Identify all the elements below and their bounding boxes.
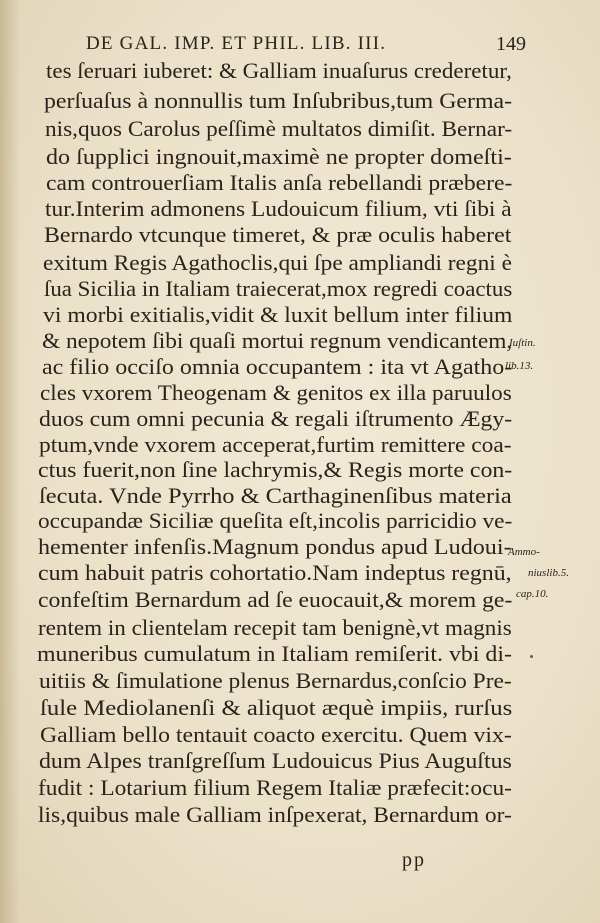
text-line: cam controuerſiam Italis anſa rebellandi præbere- — [46, 170, 513, 195]
text-line: cles vxorem Theogenam & genitos ex illa paruulos — [40, 380, 512, 405]
text-line: ſule Mediolanenſi & aliquot æquè impiis, rurſus — [40, 695, 513, 720]
text-line: Bernardo vtcunque timeret, & præ oculis haberet — [44, 222, 512, 247]
signature-mark: pp — [402, 849, 426, 871]
text-line: nis,quos Carolus peſſimè multatos dimiſit. Bernar- — [45, 116, 513, 141]
text-line: occupandæ Siciliæ queſita eſt,incolis parricidio ve- — [38, 508, 513, 533]
text-line: perſuaſus à nonnullis tum Inſubribus,tum Germa- — [44, 88, 513, 113]
text-line: rentem in clientelam recepit tam benignè,vt magnis — [38, 615, 512, 640]
text-line: dum Alpes tranſgreſſum Ludouicus Pius Auguſtus — [39, 748, 512, 773]
text-line: ptum,vnde vxorem acceperat,furtim remittere coa- — [39, 432, 512, 457]
margin-note: lib.13. — [505, 360, 534, 372]
text-line: fudit : Lotarium filium Regem Italiæ præfecit:ocu- — [38, 775, 512, 800]
text-line: ſua Sicilia in Italiam traiecerat,mox regredi coactus — [44, 276, 513, 301]
text-line: & nepotem ſibi quaſi mortui regnum vendicantem, — [42, 328, 513, 353]
text-line: ctus fuerit,non ſine lachrymis,& Regis morte con- — [38, 457, 513, 482]
text-line: cum habuit patris cohortatio.Nam indeptus regnū, — [38, 560, 512, 585]
running-head — [86, 33, 526, 55]
margin-note: niuslib.5. — [528, 567, 569, 579]
page-number: 149 — [496, 33, 526, 55]
text-line: ſecuta. Vnde Pyrrho & Carthaginenſibus materia — [39, 483, 512, 508]
text-line: tes ſeruari iuberet: & Galliam inuaſurus crederetur, — [46, 58, 512, 83]
text-line: hementer infenſis.Magnum pondus apud Ludoui- — [38, 534, 512, 559]
margin-note: cap.10. — [516, 588, 549, 600]
text-line: confeſtim Bernardum ad ſe euocauit,& morem ge- — [38, 587, 513, 612]
text-line: duos cum omni pecunia & regali iſtrumento Ægy- — [39, 406, 513, 431]
ink-speck — [530, 655, 533, 658]
page-gutter-shadow — [0, 0, 20, 923]
text-line: ac filio occiſo omnia occupantem : ita vt Agatho- — [42, 354, 513, 379]
margin-note: Ammo- — [508, 546, 540, 558]
text-line: lis,quibus male Galliam inſpexerat, Bernardum or- — [38, 802, 512, 827]
text-line: uitiis & ſimulatione plenus Bernardus,conſcio Pre- — [39, 668, 512, 693]
text-line: Galliam bello tentauit coacto exercitu. Quem vix- — [40, 722, 512, 747]
text-line: muneribus cumulatum in Italiam remiſerit. vbi di- — [37, 641, 512, 666]
text-line: vi morbi exitialis,vidit & luxit bellum inter filium — [43, 302, 513, 327]
text-line: exitum Regis Agathoclis,qui ſpe ampliandi regni è — [43, 250, 512, 275]
text-line: tur.Interim admonens Ludouicum filium, vti ſibi à — [45, 196, 512, 221]
running-head-title: DE GAL. IMP. ET PHIL. LIB. III. — [86, 33, 387, 54]
text-line: do ſupplici ingnouit,maximè ne propter domeſti- — [46, 144, 512, 169]
margin-note: Iuſtin. — [509, 337, 536, 349]
